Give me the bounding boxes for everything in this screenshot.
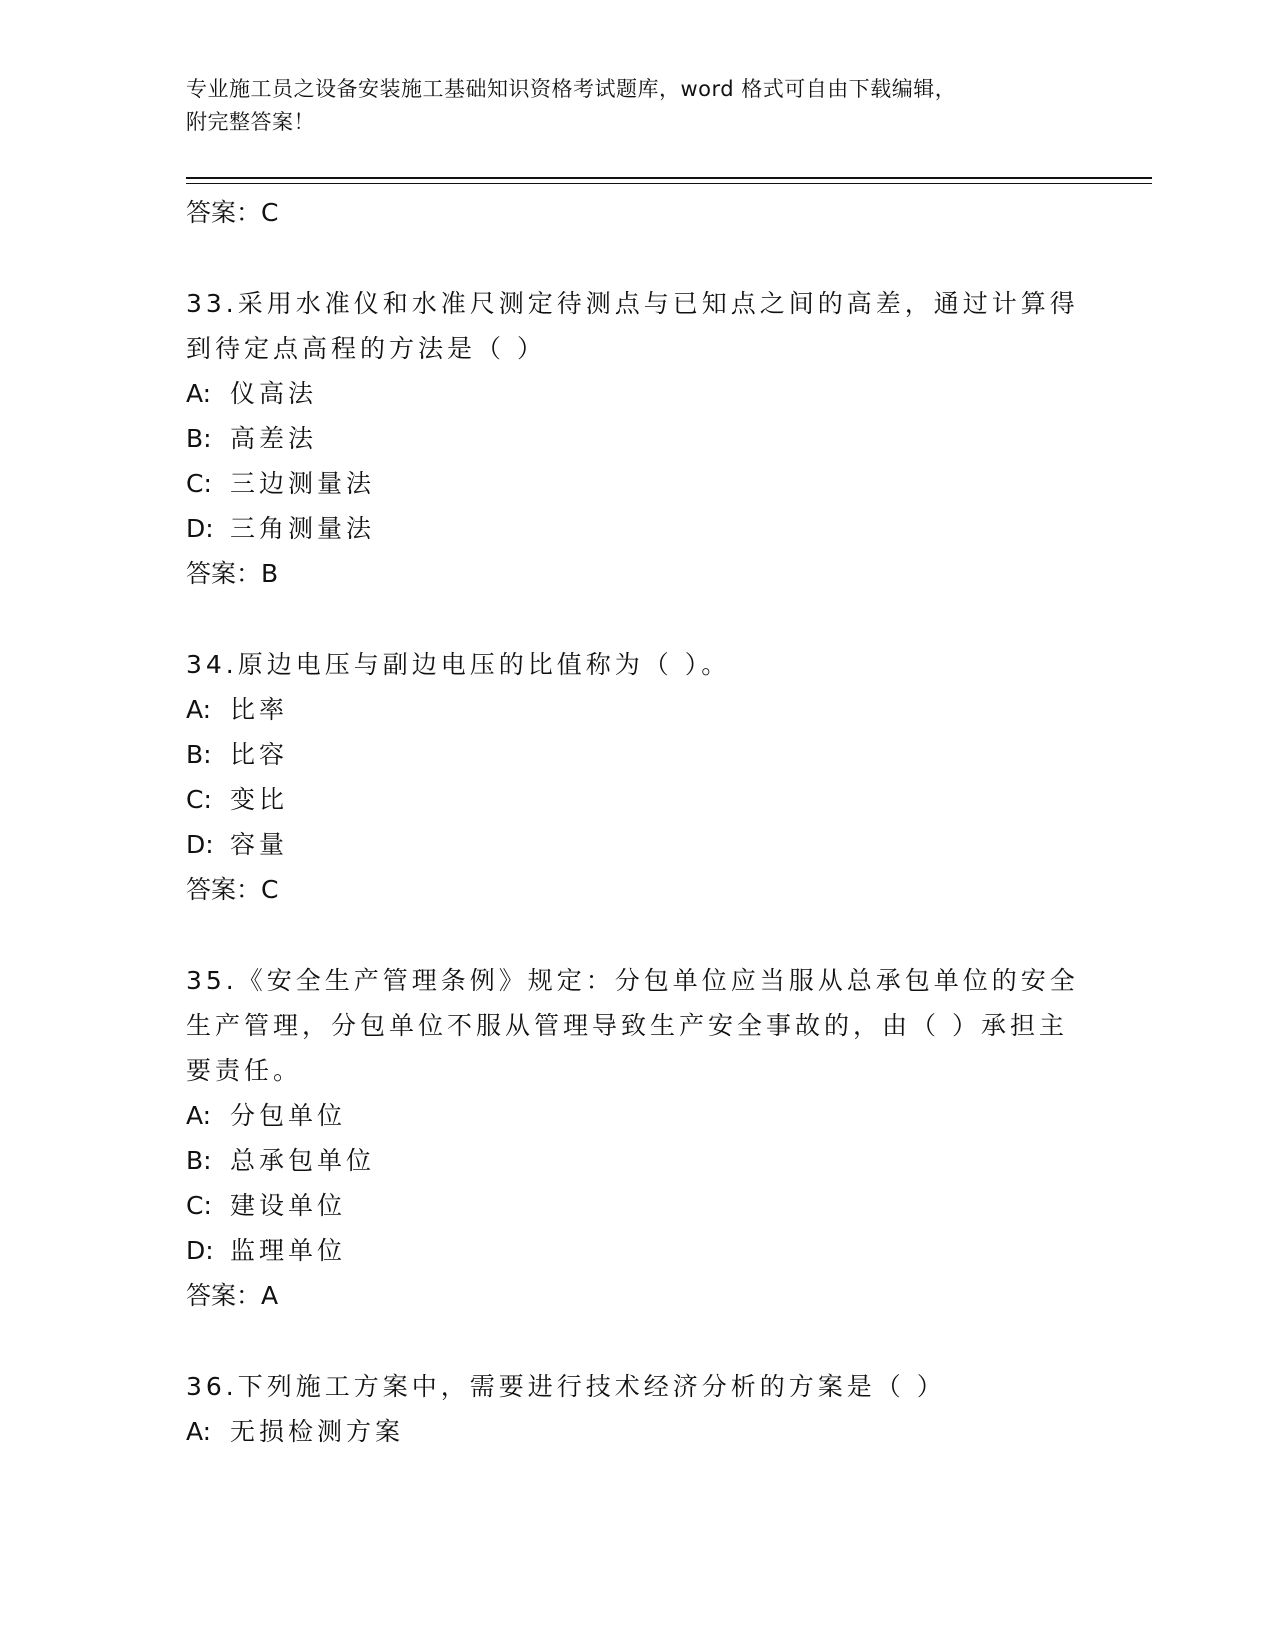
option-text: 容量: [230, 830, 289, 859]
option-a: [186, 371, 1086, 416]
spacer: [186, 912, 1086, 958]
option-text: 仪高法: [230, 379, 318, 408]
option-b: [186, 416, 1086, 461]
option-letter: B:: [186, 740, 212, 769]
question-list: [186, 190, 1086, 1454]
question-block: [186, 958, 1086, 1318]
option-text: 三边测量法: [230, 469, 376, 498]
option-text: 无损检测方案: [230, 1417, 405, 1446]
option-letter: D:: [186, 830, 214, 859]
question-text: 33.采用水准仪和水准尺测定待测点与已知点之间的高差，通过计算得到待定点高程的方法是（ ）: [186, 289, 1079, 363]
question-text: 36.下列施工方案中，需要进行技术经济分析的方案是（ ）: [186, 1372, 946, 1401]
option-text: 三角测量法: [230, 514, 376, 543]
option-text: 监理单位: [230, 1236, 347, 1265]
header-line-1: 专业施工员之设备安装施工基础知识资格考试题库，word 格式可自由下载编辑，: [186, 77, 957, 101]
option-letter: B:: [186, 424, 212, 453]
option-text: 比容: [230, 740, 289, 769]
option-c: [186, 1183, 1086, 1228]
option-d: [186, 1228, 1086, 1273]
spacer: [186, 1318, 1086, 1364]
option-text: 建设单位: [230, 1191, 347, 1220]
option-letter: C:: [186, 1191, 212, 1220]
option-letter: C:: [186, 469, 212, 498]
option-letter: B:: [186, 1146, 212, 1175]
option-text: 总承包单位: [230, 1146, 376, 1175]
question-text: 34.原边电压与副边电压的比值称为（ ）。: [186, 650, 731, 679]
answer-line: 答案：B: [186, 559, 279, 588]
header-line-2: 附完整答案！: [186, 110, 315, 134]
option-letter: A:: [186, 379, 212, 408]
question-text: 35.《安全生产管理条例》规定：分包单位应当服从总承包单位的安全生产管理，分包单位不服从管理导致生产安全事故的，由（ ）承担主要责任。: [186, 966, 1079, 1085]
option-letter: A:: [186, 695, 212, 724]
option-text: 分包单位: [230, 1101, 347, 1130]
option-text: 变比: [230, 785, 289, 814]
question-block: [186, 281, 1086, 596]
header-divider-thin: [186, 183, 1152, 184]
option-c: [186, 461, 1086, 506]
option-b: [186, 732, 1086, 777]
option-letter: D:: [186, 1236, 214, 1265]
option-d: [186, 506, 1086, 551]
header-divider-thick: [186, 177, 1152, 179]
option-letter: C:: [186, 785, 212, 814]
spacer: [186, 596, 1086, 642]
option-a: [186, 1093, 1086, 1138]
option-letter: D:: [186, 514, 214, 543]
spacer: [186, 235, 1086, 281]
option-text: 比率: [230, 695, 289, 724]
option-c: [186, 777, 1086, 822]
answer-line: 答案：C: [186, 875, 279, 904]
option-a: [186, 687, 1086, 732]
question-block: [186, 1364, 1086, 1454]
option-b: [186, 1138, 1086, 1183]
option-a: [186, 1409, 1086, 1454]
document-header: [186, 73, 1066, 139]
answer-line: 答案：A: [186, 1281, 279, 1310]
question-block: [186, 642, 1086, 912]
option-letter: A:: [186, 1417, 212, 1446]
option-letter: A:: [186, 1101, 212, 1130]
option-text: 高差法: [230, 424, 318, 453]
option-d: [186, 822, 1086, 867]
answer-line: 答案：C: [186, 198, 279, 227]
